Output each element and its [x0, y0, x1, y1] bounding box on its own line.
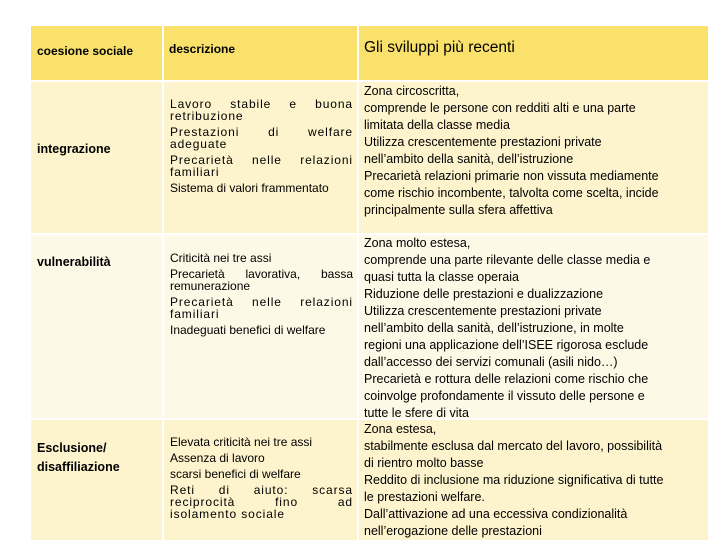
development-line: Zona circoscritta, [364, 84, 460, 98]
description-item: Assenza di lavoro [170, 451, 265, 465]
description-item: Criticità nei tre assi [170, 251, 272, 265]
development-line: coinvolge profondamente il vissuto delle persone e [364, 389, 645, 403]
row-vulnerabilita-developments-cell [359, 235, 708, 418]
description-list [170, 436, 353, 524]
description-item: Precarietà nelle relazioni familiari [170, 153, 353, 179]
development-line: Zona molto estesa, [364, 236, 471, 250]
social-cohesion-table [31, 26, 708, 540]
row-integrazione-developments-cell [359, 82, 708, 233]
development-line: Precarietà relazioni primarie non vissuta mediamente [364, 169, 659, 183]
development-line: comprende le persone con redditi alti e una parte [364, 101, 636, 115]
row-label-esclusione: Esclusione/ disaffiliazione [37, 441, 120, 474]
row-vulnerabilita-label-cell [31, 235, 162, 418]
development-line: limitata della classe media [364, 118, 510, 132]
development-line: Reddito di inclusione ma riduzione significativa di tutte [364, 473, 664, 487]
description-item: Lavoro stabile e buona retribuzione [170, 97, 353, 123]
header-cohesion-label: coesione sociale [37, 44, 134, 58]
development-line: Riduzione delle prestazioni e dualizzazione [364, 287, 604, 301]
development-line: nell’ambito della sanità, dell’istruzione [364, 152, 574, 166]
row-esclusione-label-cell [31, 420, 162, 540]
development-line: nell’erogazione delle prestazioni [364, 524, 542, 538]
row-label-vulnerabilita: vulnerabilità [37, 255, 111, 269]
development-line: dall’accesso dei servizi comunali (asili nido…) [364, 355, 618, 369]
description-item: Elevata criticità nei tre assi [170, 435, 313, 449]
developments-list [364, 421, 702, 540]
row-label-integrazione: integrazione [37, 142, 111, 156]
development-line: Precarietà e rottura delle relazioni come rischio che [364, 372, 649, 386]
development-line: Utilizza crescentemente prestazioni private [364, 135, 602, 149]
description-item: scarsi benefici di welfare [170, 467, 301, 481]
row-esclusione-developments-cell [359, 420, 708, 540]
description-item: Sistema di valori frammentato [170, 181, 329, 195]
development-line: regioni una applicazione dell’ISEE rigorosa esclude [364, 338, 649, 352]
development-line: Dall’attivazione ad una eccessiva condizionalità [364, 507, 628, 521]
development-line: comprende una parte rilevante delle classe media e [364, 253, 651, 267]
description-list [170, 252, 353, 340]
row-integrazione-label-cell [31, 82, 162, 233]
header-cell-description [164, 26, 357, 80]
row-esclusione-description-cell [164, 420, 357, 540]
row-vulnerabilita-description-cell [164, 235, 357, 418]
development-line: le prestazioni welfare. [364, 490, 485, 504]
development-line: quasi tutta la classe operaia [364, 270, 519, 284]
description-item: Prestazioni di welfare adeguate [170, 125, 353, 151]
description-item: Precarietà nelle relazioni familiari [170, 295, 353, 321]
header-developments-label: Gli sviluppi più recenti [364, 39, 515, 56]
header-cell-developments [359, 26, 708, 80]
development-line: Zona estesa, [364, 422, 437, 436]
development-line: come rischio incombente, talvolta come scelta, incide [364, 186, 659, 200]
description-item: Inadeguati benefici di welfare [170, 323, 326, 337]
development-line: di rientro molto basse [364, 456, 484, 470]
header-description-label: descrizione [169, 42, 236, 56]
row-integrazione-description-cell [164, 82, 357, 233]
development-line: tutte le sfere di vita [364, 406, 469, 418]
developments-list [364, 83, 702, 219]
development-line: Utilizza crescentemente prestazioni private [364, 304, 602, 318]
development-line: stabilmente esclusa dal mercato del lavoro, possibilità [364, 439, 663, 453]
development-line: nell’ambito della sanità, dell’istruzione, in molte [364, 321, 624, 335]
description-list [170, 98, 353, 198]
description-item: Precarietà lavorativa, bassa remunerazione [170, 267, 353, 293]
development-line: principalmente sulla sfera affettiva [364, 203, 553, 217]
header-cell-cohesion [31, 26, 162, 80]
developments-list [364, 235, 702, 418]
description-item: Reti di aiuto: scarsa reciprocità fino ad isolamento sociale [170, 483, 353, 521]
